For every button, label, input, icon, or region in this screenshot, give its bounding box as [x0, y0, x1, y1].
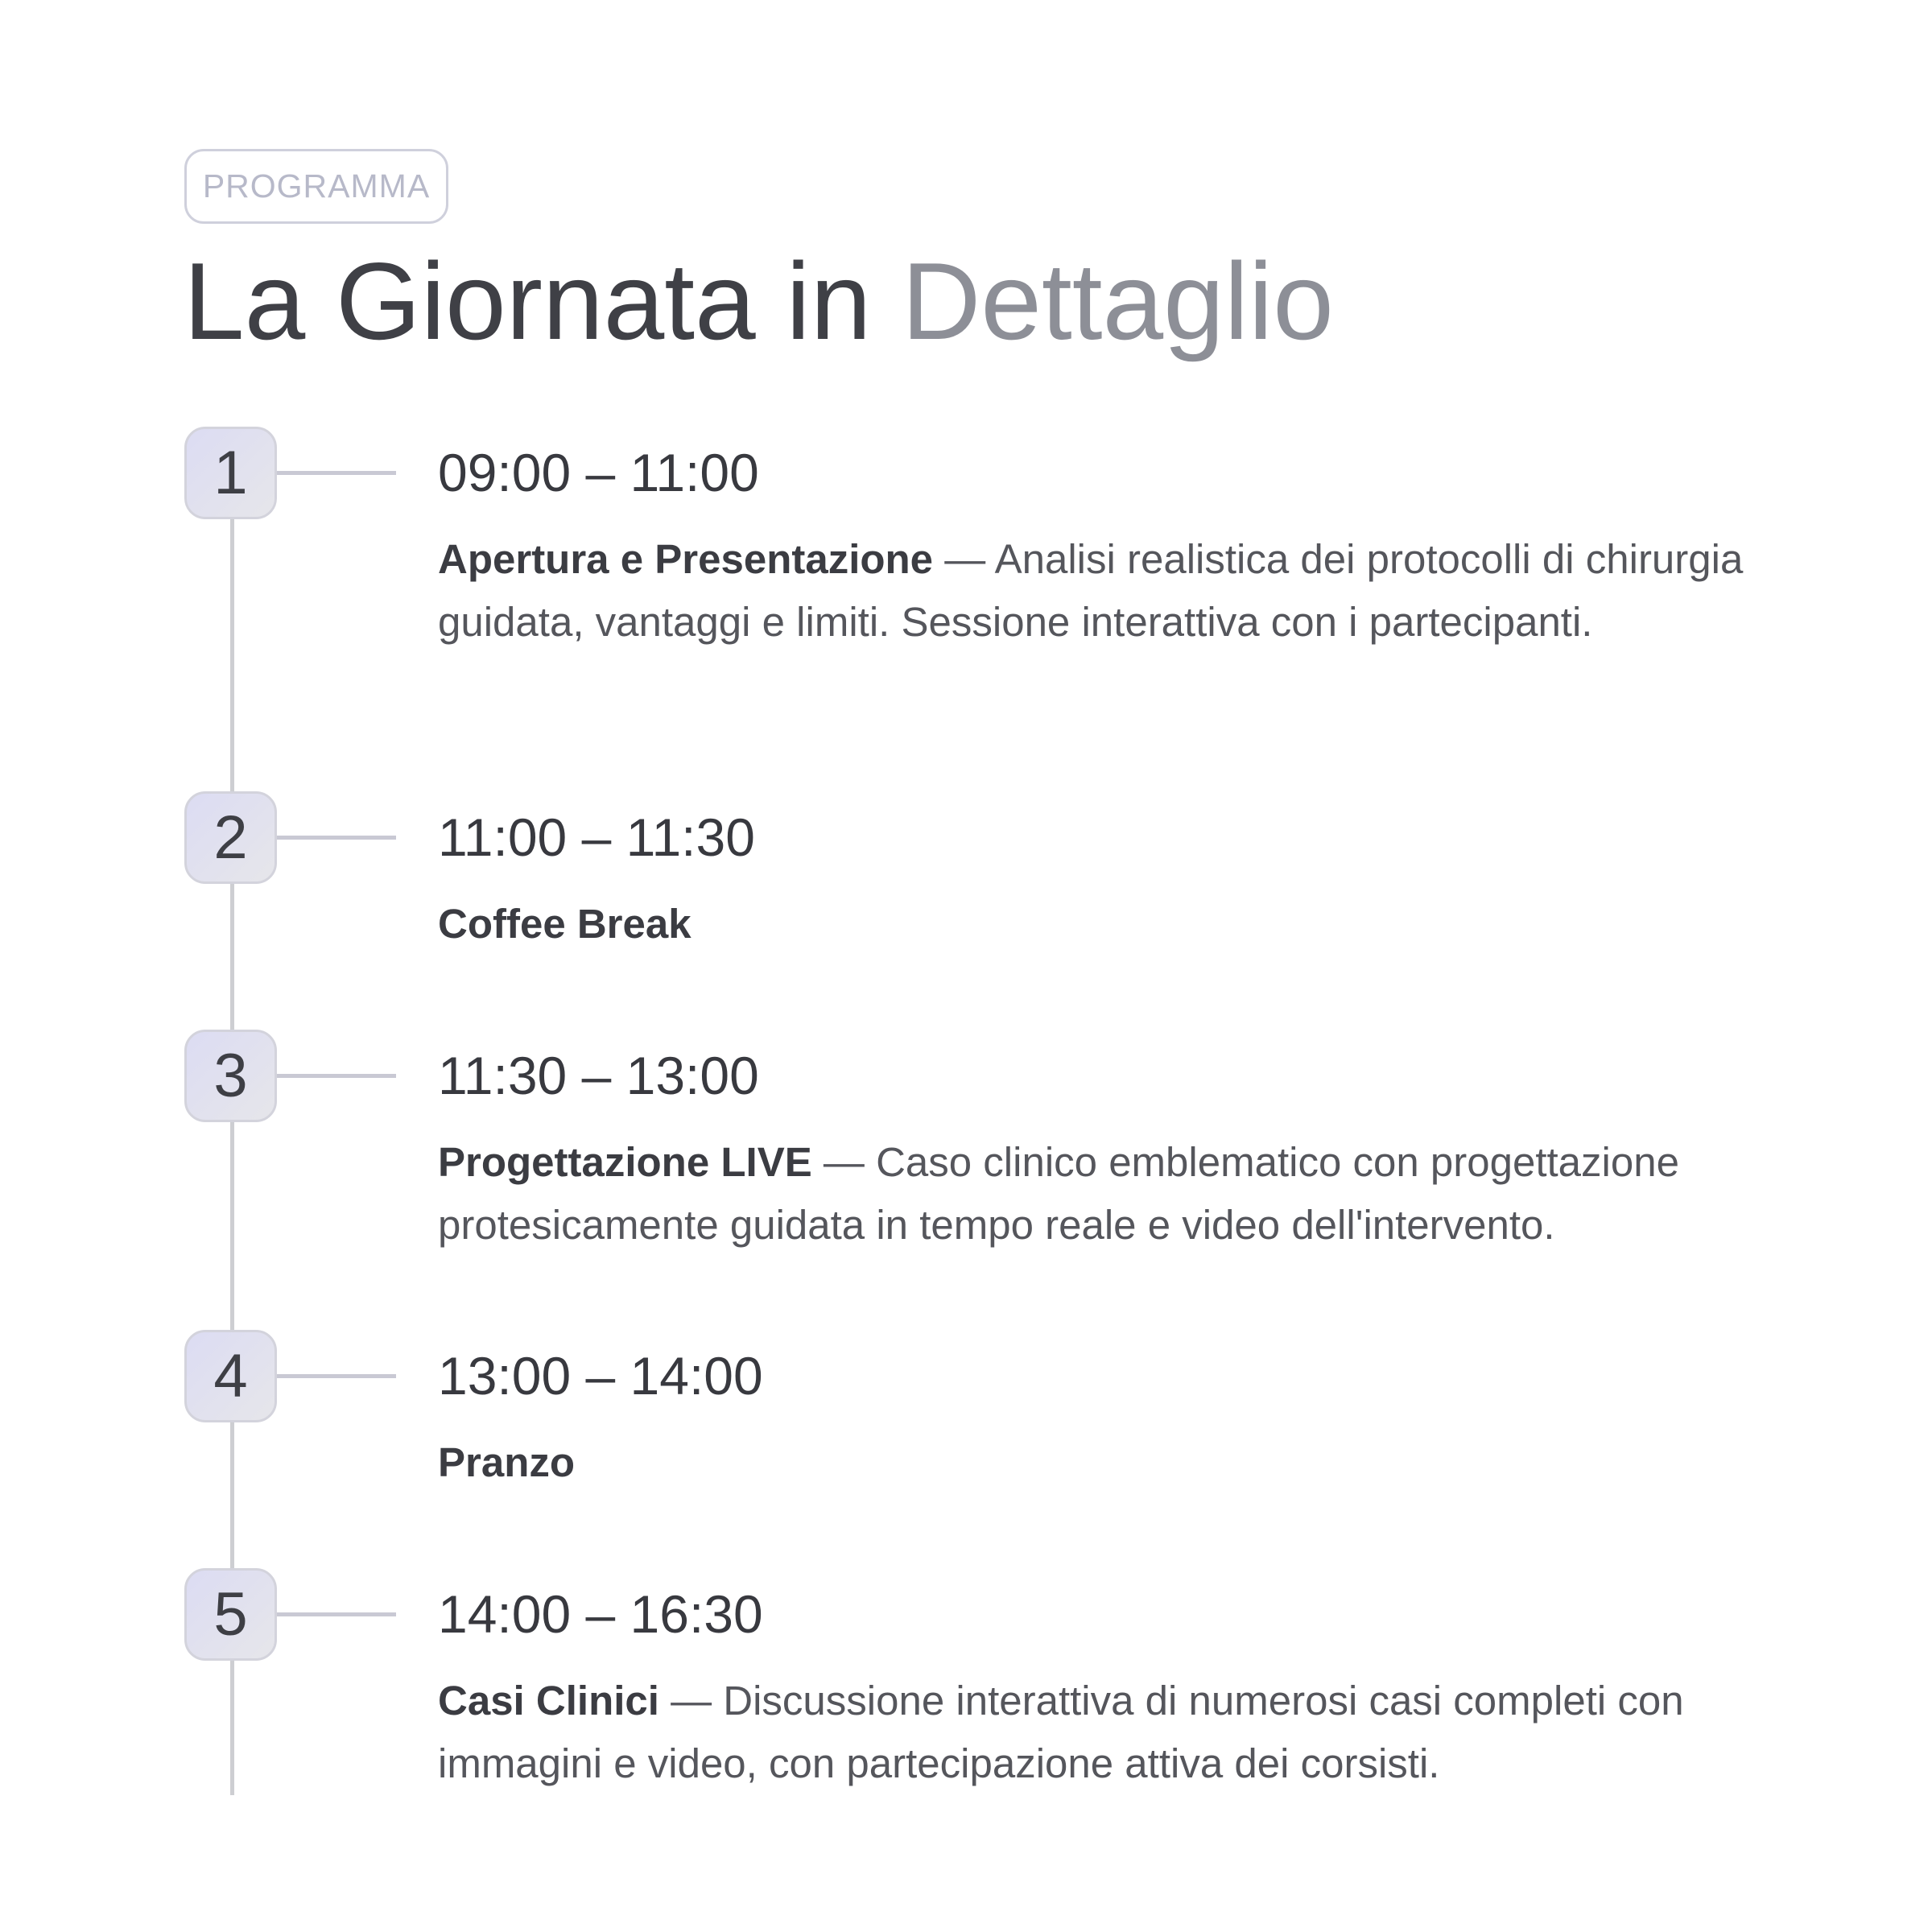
page-title — [184, 242, 1334, 362]
step-connector-1 — [277, 471, 396, 475]
step-text-5: Discussione interattiva di numerosi casi completi con immagini e video, con partecipazione attiva dei corsisti. — [438, 1678, 1684, 1786]
step-title-5: Casi Clinici — [438, 1678, 659, 1724]
title-part-1: La Giornata in — [184, 240, 902, 362]
step-number-2: 2 — [184, 791, 277, 884]
step-separator-5: — — [658, 1678, 724, 1724]
step-time-1: 09:00 – 11:00 — [438, 443, 759, 502]
step-number-1: 1 — [184, 427, 277, 519]
step-connector-5 — [277, 1612, 396, 1616]
step-time-5: 14:00 – 16:30 — [438, 1584, 763, 1644]
step-description-4 — [438, 1431, 1774, 1494]
step-time-3: 11:30 – 13:00 — [438, 1046, 759, 1105]
step-separator-3: — — [811, 1139, 877, 1185]
step-text-1: Analisi realistica dei protocolli di chirurgia guidata, vantaggi e limiti. Sessione interattiva con i partecipanti. — [438, 536, 1744, 645]
step-title-2: Coffee Break — [438, 901, 691, 947]
step-text-3: Caso clinico emblematico con progettazione protesicamente guidata in tempo reale e video dell'intervento. — [438, 1139, 1679, 1248]
step-connector-4 — [277, 1374, 396, 1378]
title-part-2: Dettaglio — [902, 240, 1334, 362]
step-time-2: 11:00 – 11:30 — [438, 807, 755, 867]
step-description-5 — [438, 1670, 1774, 1795]
step-title-3: Progettazione LIVE — [438, 1139, 812, 1185]
step-title-4: Pranzo — [438, 1439, 576, 1485]
step-number-3: 3 — [184, 1030, 277, 1122]
step-separator-1: — — [933, 536, 995, 582]
step-number-4: 4 — [184, 1330, 277, 1422]
step-number-5: 5 — [184, 1568, 277, 1661]
step-description-1 — [438, 528, 1774, 654]
step-description-3 — [438, 1131, 1774, 1257]
step-connector-3 — [277, 1074, 396, 1078]
step-description-2 — [438, 893, 1774, 956]
step-title-1: Apertura e Presentazione — [438, 536, 934, 582]
section-badge: PROGRAMMA — [184, 149, 448, 224]
step-connector-2 — [277, 836, 396, 840]
step-time-4: 13:00 – 14:00 — [438, 1346, 763, 1406]
